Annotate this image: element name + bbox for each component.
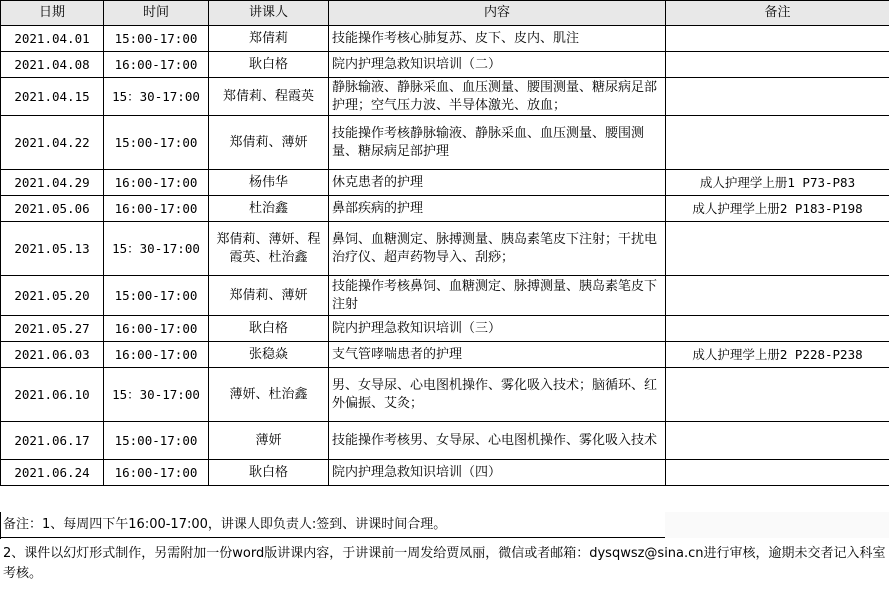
cell-lecturer: 郑倩莉 [209, 26, 329, 52]
cell-lecturer: 张稳焱 [209, 342, 329, 368]
cell-content: 静脉输液、静脉采血、血压测量、腰围测量、糖尿病足部护理；空气压力波、半导体激光、放血； [329, 78, 666, 116]
cell-time: 15:00-17:00 [104, 276, 209, 316]
table-row [1, 196, 889, 222]
cell-date: 2021.05.27 [1, 316, 104, 342]
cell-date: 2021.05.20 [1, 276, 104, 316]
table-row [1, 276, 889, 316]
cell-note [666, 222, 889, 276]
header-lecturer: 讲课人 [209, 1, 329, 26]
cell-note: 成人护理学上册1 P73-P83 [666, 170, 889, 196]
cell-time: 15:00-17:00 [104, 26, 209, 52]
cell-date: 2021.04.01 [1, 26, 104, 52]
footer-note-1: 备注：1、每周四下午16:00-17:00，讲课人即负责人:签到、讲课时间合理。 [0, 512, 665, 538]
cell-time: 15：30-17:00 [104, 78, 209, 116]
cell-date: 2021.04.22 [1, 116, 104, 170]
cell-note [666, 460, 889, 486]
cell-content: 院内护理急救知识培训（三） [329, 316, 666, 342]
cell-date: 2021.05.13 [1, 222, 104, 276]
cell-lecturer: 耿白格 [209, 52, 329, 78]
cell-lecturer: 郑倩莉、程霞英 [209, 78, 329, 116]
cell-lecturer: 杜治鑫 [209, 196, 329, 222]
cell-date: 2021.06.10 [1, 368, 104, 422]
cell-note [666, 26, 889, 52]
cell-content: 技能操作考核心肺复苏、皮下、皮内、肌注 [329, 26, 666, 52]
cell-content: 技能操作考核鼻饲、血糖测定、脉搏测量、胰岛素笔皮下注射 [329, 276, 666, 316]
cell-note [666, 368, 889, 422]
table-row [1, 368, 889, 422]
cell-time: 15：30-17:00 [104, 368, 209, 422]
cell-time: 16:00-17:00 [104, 342, 209, 368]
header-note: 备注 [666, 1, 889, 26]
cell-lecturer: 薄妍、杜治鑫 [209, 368, 329, 422]
header-row [1, 1, 889, 26]
cell-content: 院内护理急救知识培训（四） [329, 460, 666, 486]
table-row [1, 222, 889, 276]
cell-content: 院内护理急救知识培训（二） [329, 52, 666, 78]
cell-note [666, 78, 889, 116]
cell-content: 技能操作考核男、女导尿、心电图机操作、雾化吸入技术 [329, 422, 666, 460]
cell-note: 成人护理学上册2 P228-P238 [666, 342, 889, 368]
cell-content: 休克患者的护理 [329, 170, 666, 196]
table-row [1, 316, 889, 342]
table-row [1, 26, 889, 52]
cell-lecturer: 耿白格 [209, 316, 329, 342]
cell-content: 鼻饲、血糖测定、脉搏测量、胰岛素笔皮下注射；干扰电治疗仪、超声药物导入、刮痧； [329, 222, 666, 276]
cell-time: 15：30-17:00 [104, 222, 209, 276]
cell-date: 2021.04.08 [1, 52, 104, 78]
table-row [1, 170, 889, 196]
cell-note [666, 276, 889, 316]
cell-lecturer: 薄妍 [209, 422, 329, 460]
cell-note: 成人护理学上册2 P183-P198 [666, 196, 889, 222]
cell-note [666, 116, 889, 170]
cell-lecturer: 郑倩莉、薄妍 [209, 116, 329, 170]
cell-date: 2021.05.06 [1, 196, 104, 222]
cell-time: 16:00-17:00 [104, 196, 209, 222]
cell-date: 2021.06.24 [1, 460, 104, 486]
header-time: 时间 [104, 1, 209, 26]
cell-lecturer: 郑倩莉、薄妍、程霞英、杜治鑫 [209, 222, 329, 276]
footer-empty-cell [665, 512, 889, 538]
header-content: 内容 [329, 1, 666, 26]
cell-content: 技能操作考核静脉输液、静脉采血、血压测量、腰围测量、糖尿病足部护理 [329, 116, 666, 170]
footer-note-2: 2、课件以幻灯形式制作，另需附加一份word版讲课内容，于讲课前一周发给贾凤丽，微信或者邮箱：dysqwsz@sina.cn进行审核，逾期未交者记入科室考核。 [3, 546, 886, 581]
cell-note [666, 422, 889, 460]
cell-lecturer: 耿白格 [209, 460, 329, 486]
cell-content: 支气管哮喘患者的护理 [329, 342, 666, 368]
cell-lecturer: 郑倩莉、薄妍 [209, 276, 329, 316]
table-row [1, 116, 889, 170]
table-row [1, 342, 889, 368]
cell-date: 2021.04.15 [1, 78, 104, 116]
cell-note [666, 52, 889, 78]
cell-time: 15:00-17:00 [104, 116, 209, 170]
cell-time: 16:00-17:00 [104, 170, 209, 196]
table-row [1, 422, 889, 460]
cell-date: 2021.04.29 [1, 170, 104, 196]
table-row [1, 460, 889, 486]
cell-time: 16:00-17:00 [104, 316, 209, 342]
table-row [1, 78, 889, 116]
cell-content: 男、女导尿、心电图机操作、雾化吸入技术；脑循环、红外偏振、艾灸； [329, 368, 666, 422]
cell-time: 16:00-17:00 [104, 52, 209, 78]
cell-note [666, 316, 889, 342]
cell-lecturer: 杨伟华 [209, 170, 329, 196]
cell-date: 2021.06.03 [1, 342, 104, 368]
header-date: 日期 [1, 1, 104, 26]
cell-content: 鼻部疾病的护理 [329, 196, 666, 222]
table-row [1, 52, 889, 78]
cell-date: 2021.06.17 [1, 422, 104, 460]
cell-time: 15:00-17:00 [104, 422, 209, 460]
cell-time: 16:00-17:00 [104, 460, 209, 486]
